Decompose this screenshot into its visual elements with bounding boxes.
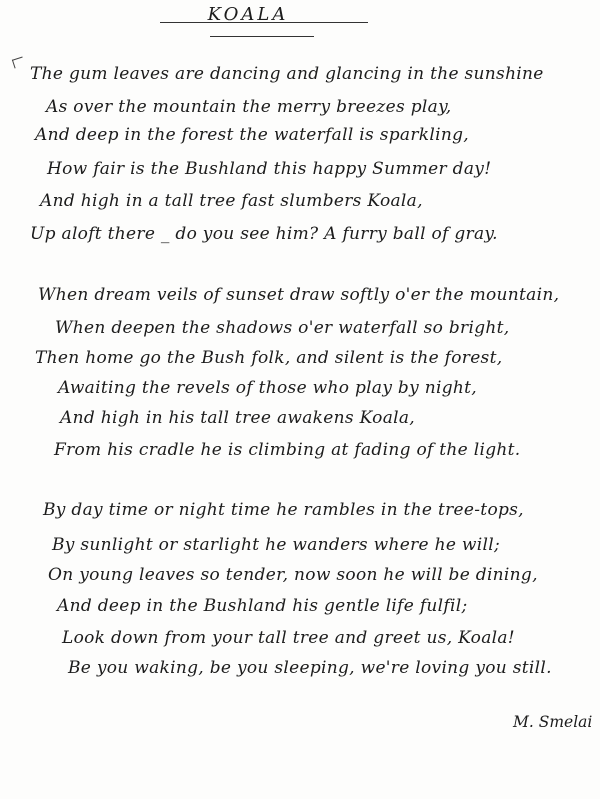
stanza-1-line-3: And deep in the forest the waterfall is sparkling, [35,125,470,145]
stanza-3-line-1: By day time or night time he rambles in the tree-tops, [43,500,524,520]
stanza-1-line-2: As over the mountain the merry breezes play, [46,97,452,117]
stanza-2-line-5: And high in his tall tree awakens Koala, [60,408,416,428]
stanza-2-line-2: When deepen the shadows o'er waterfall so bright, [55,318,510,338]
stanza-3-line-4: And deep in the Bushland his gentle life fulfil; [57,596,468,616]
stanza-2-line-4: Awaiting the revels of those who play by night, [58,378,477,398]
title-underline-top [160,22,368,23]
margin-tick-mark [12,57,25,69]
stanza-1-line-5: And high in a tall tree fast slumbers Koala, [40,191,423,211]
poem-title: KOALA [207,4,289,25]
title-underline-bottom [210,36,314,37]
stanza-1-line-4: How fair is the Bushland this happy Summer day! [47,159,492,179]
stanza-1-line-1: The gum leaves are dancing and glancing in the sunshine [30,64,544,84]
stanza-1-line-6: Up aloft there _ do you see him? A furry ball of gray. [30,224,498,244]
stanza-3-line-3: On young leaves so tender, now soon he will be dining, [48,565,538,585]
stanza-2-line-6: From his cradle he is climbing at fading of the light. [54,440,521,460]
stanza-3-line-2: By sunlight or starlight he wanders where he will; [52,535,500,555]
stanza-2-line-3: Then home go the Bush folk, and silent is the forest, [35,348,503,368]
stanza-2-line-1: When dream veils of sunset draw softly o'er the mountain, [38,285,560,305]
stanza-3-line-6: Be you waking, be you sleeping, we're loving you still. [68,658,552,678]
author-signature: M. Smelai [513,713,593,731]
stanza-3-line-5: Look down from your tall tree and greet us, Koala! [62,628,515,648]
